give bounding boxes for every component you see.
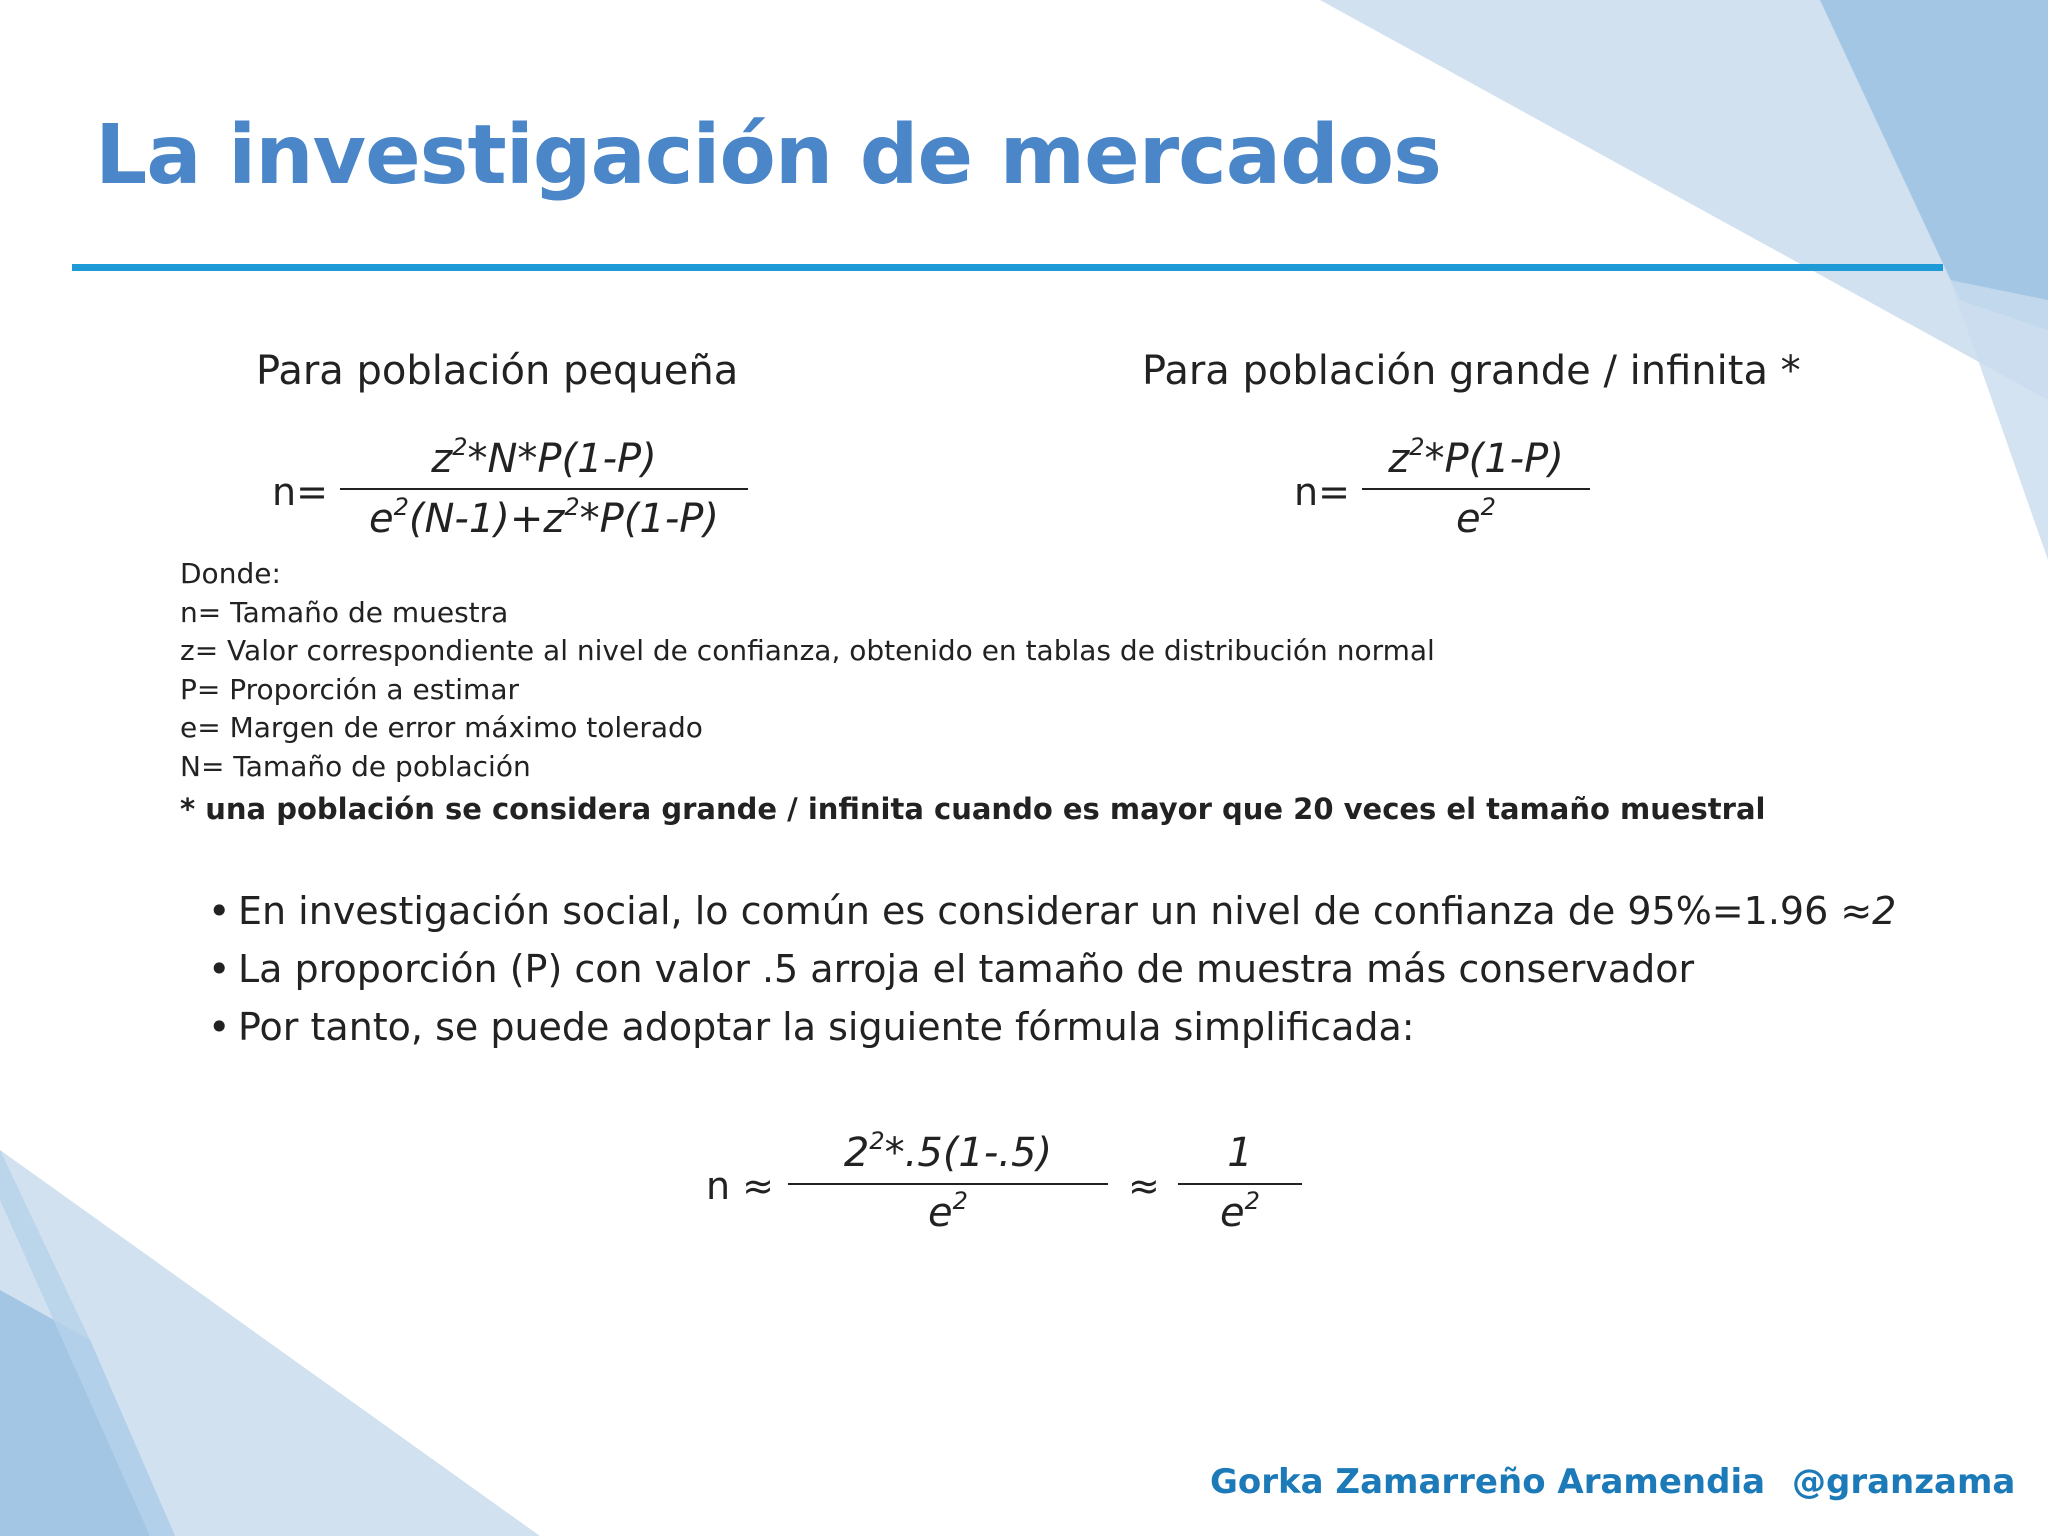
large-formula-lhs: n= (1294, 470, 1350, 514)
definition-n: n= Tamaño de muestra (180, 595, 509, 629)
bullet-list (208, 882, 1896, 1056)
bullet-simplified-text: Por tanto, se puede adoptar la siguiente fórmula simplificada: (238, 1005, 1415, 1049)
simplified-formula-numerator-2: 1 (1227, 1130, 1253, 1176)
bullet-confidence-value: 2 (1872, 889, 1897, 933)
bullet-confidence (208, 882, 1896, 940)
definitions-intro: Donde: (180, 557, 281, 590)
small-formula-denominator: $e^2(N-1)+z^2*P(1-P)$ (368, 493, 720, 542)
simplified-formula-lhs: n ≈ (706, 1164, 775, 1208)
small-formula-fraction-bar (340, 488, 748, 490)
definition-e: e= Margen de error máximo tolerado (180, 711, 703, 744)
large-formula-denominator: $e^2$ (1456, 493, 1496, 542)
definition-big-n: N= Tamaño de población (180, 749, 531, 783)
bullet-dot: • (208, 1005, 231, 1049)
slide-title: La investigación de mercados (95, 108, 1441, 203)
bullet-proportion (208, 940, 1896, 998)
small-population-heading: Para población pequeña (256, 348, 739, 394)
large-formula-numerator: $z^2*P(1-P)$ (1388, 433, 1564, 482)
footer-handle: @granzama (1792, 1462, 2016, 1502)
bullet-confidence-text: En investigación social, lo común es considerar un nivel de confianza de 95%=1.96 ≈ (238, 889, 1873, 933)
definitions-block (180, 555, 1765, 829)
simplified-formula-fraction-bar-2 (1178, 1183, 1302, 1185)
bullet-simplified (208, 998, 1896, 1056)
footer-author: Gorka Zamarreño Aramendia (1210, 1462, 1766, 1502)
small-formula-lhs: n= (272, 470, 328, 514)
large-formula-fraction-bar (1362, 488, 1590, 490)
bullet-dot: • (208, 889, 231, 933)
bullet-dot: • (208, 947, 231, 991)
large-population-note: * una población se considera grande / infinita cuando es mayor que 20 veces el tamaño muestral (180, 792, 1766, 826)
definition-z: z= Valor correspondiente al nivel de confianza, obtenido en tablas de distribución normal (180, 634, 1435, 667)
simplified-formula-approx: ≈ (1128, 1164, 1160, 1208)
simplified-formula-denominator-2: $e^2$ (1220, 1187, 1260, 1236)
bullet-proportion-text: La proporción (P) con valor .5 arroja el tamaño de muestra más conservador (238, 947, 1695, 991)
large-population-heading: Para población grande / infinita * (1142, 348, 1801, 394)
small-formula-numerator: $z^2*N*P(1-P)$ (431, 433, 657, 482)
title-divider (72, 264, 1943, 271)
definition-p: P= Proporción a estimar (180, 672, 519, 706)
simplified-formula-fraction-bar (788, 1183, 1108, 1185)
simplified-formula-numerator: $2^2*.5(1-.5)$ (843, 1127, 1053, 1176)
simplified-formula-denominator: $e^2$ (928, 1187, 968, 1236)
